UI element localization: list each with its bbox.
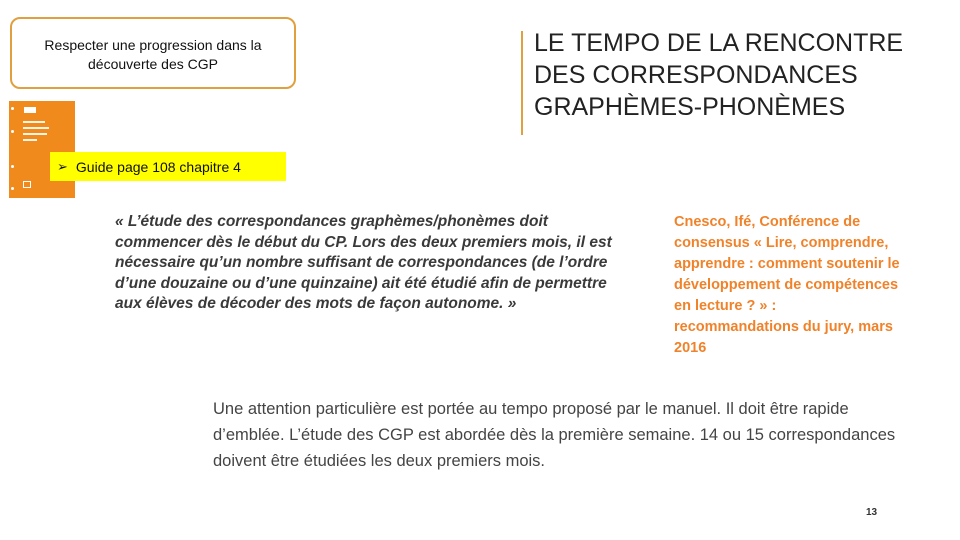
title-accent-bar: [521, 31, 523, 135]
title-line-3: GRAPHÈMES-PHONÈMES: [534, 93, 846, 121]
page-number: 13: [866, 507, 878, 518]
title-line-1: LE TEMPO DE LA RENCONTRE: [534, 29, 904, 57]
commentary-text: Une attention particulière est portée au tempo proposé par le manuel. Il doit être rapide d’emblée. L’étude des CGP est abordée dès la première semaine. 14 ou 15 correspondances doivent être étudiées les deux premiers mois.: [213, 400, 896, 470]
guide-reference-text: Guide page 108 chapitre 4: [75, 158, 241, 175]
arrow-bullet-icon: ➢: [57, 158, 68, 174]
quote-text: « L’étude des correspondances graphèmes/phonèmes doit commencer dès le début du CP. Lors des deux premiers mois, il est nécessaire qu’un nombre suffisant de correspondances (de l’ordre d’une douzaine ou d’une quinzaine) ait été étudié afin de permettre aux élèves de décoder des mots de façon autonome. »: [115, 213, 612, 312]
guide-cover-image: [9, 101, 75, 198]
slide-title: [534, 27, 944, 123]
subtitle-text: Respecter une progression dans la découverte des CGP: [44, 37, 262, 72]
quote-source: Cnesco, Ifé, Conférence de consensus « Lire, comprendre, apprendre : comment soutenir le développement de compétences en lecture ? » : recommandations du jury, mars 2016: [674, 214, 900, 356]
title-line-2: DES CORRESPONDANCES: [534, 61, 858, 89]
guide-reference: [50, 152, 286, 181]
subtitle-box: [10, 17, 296, 89]
